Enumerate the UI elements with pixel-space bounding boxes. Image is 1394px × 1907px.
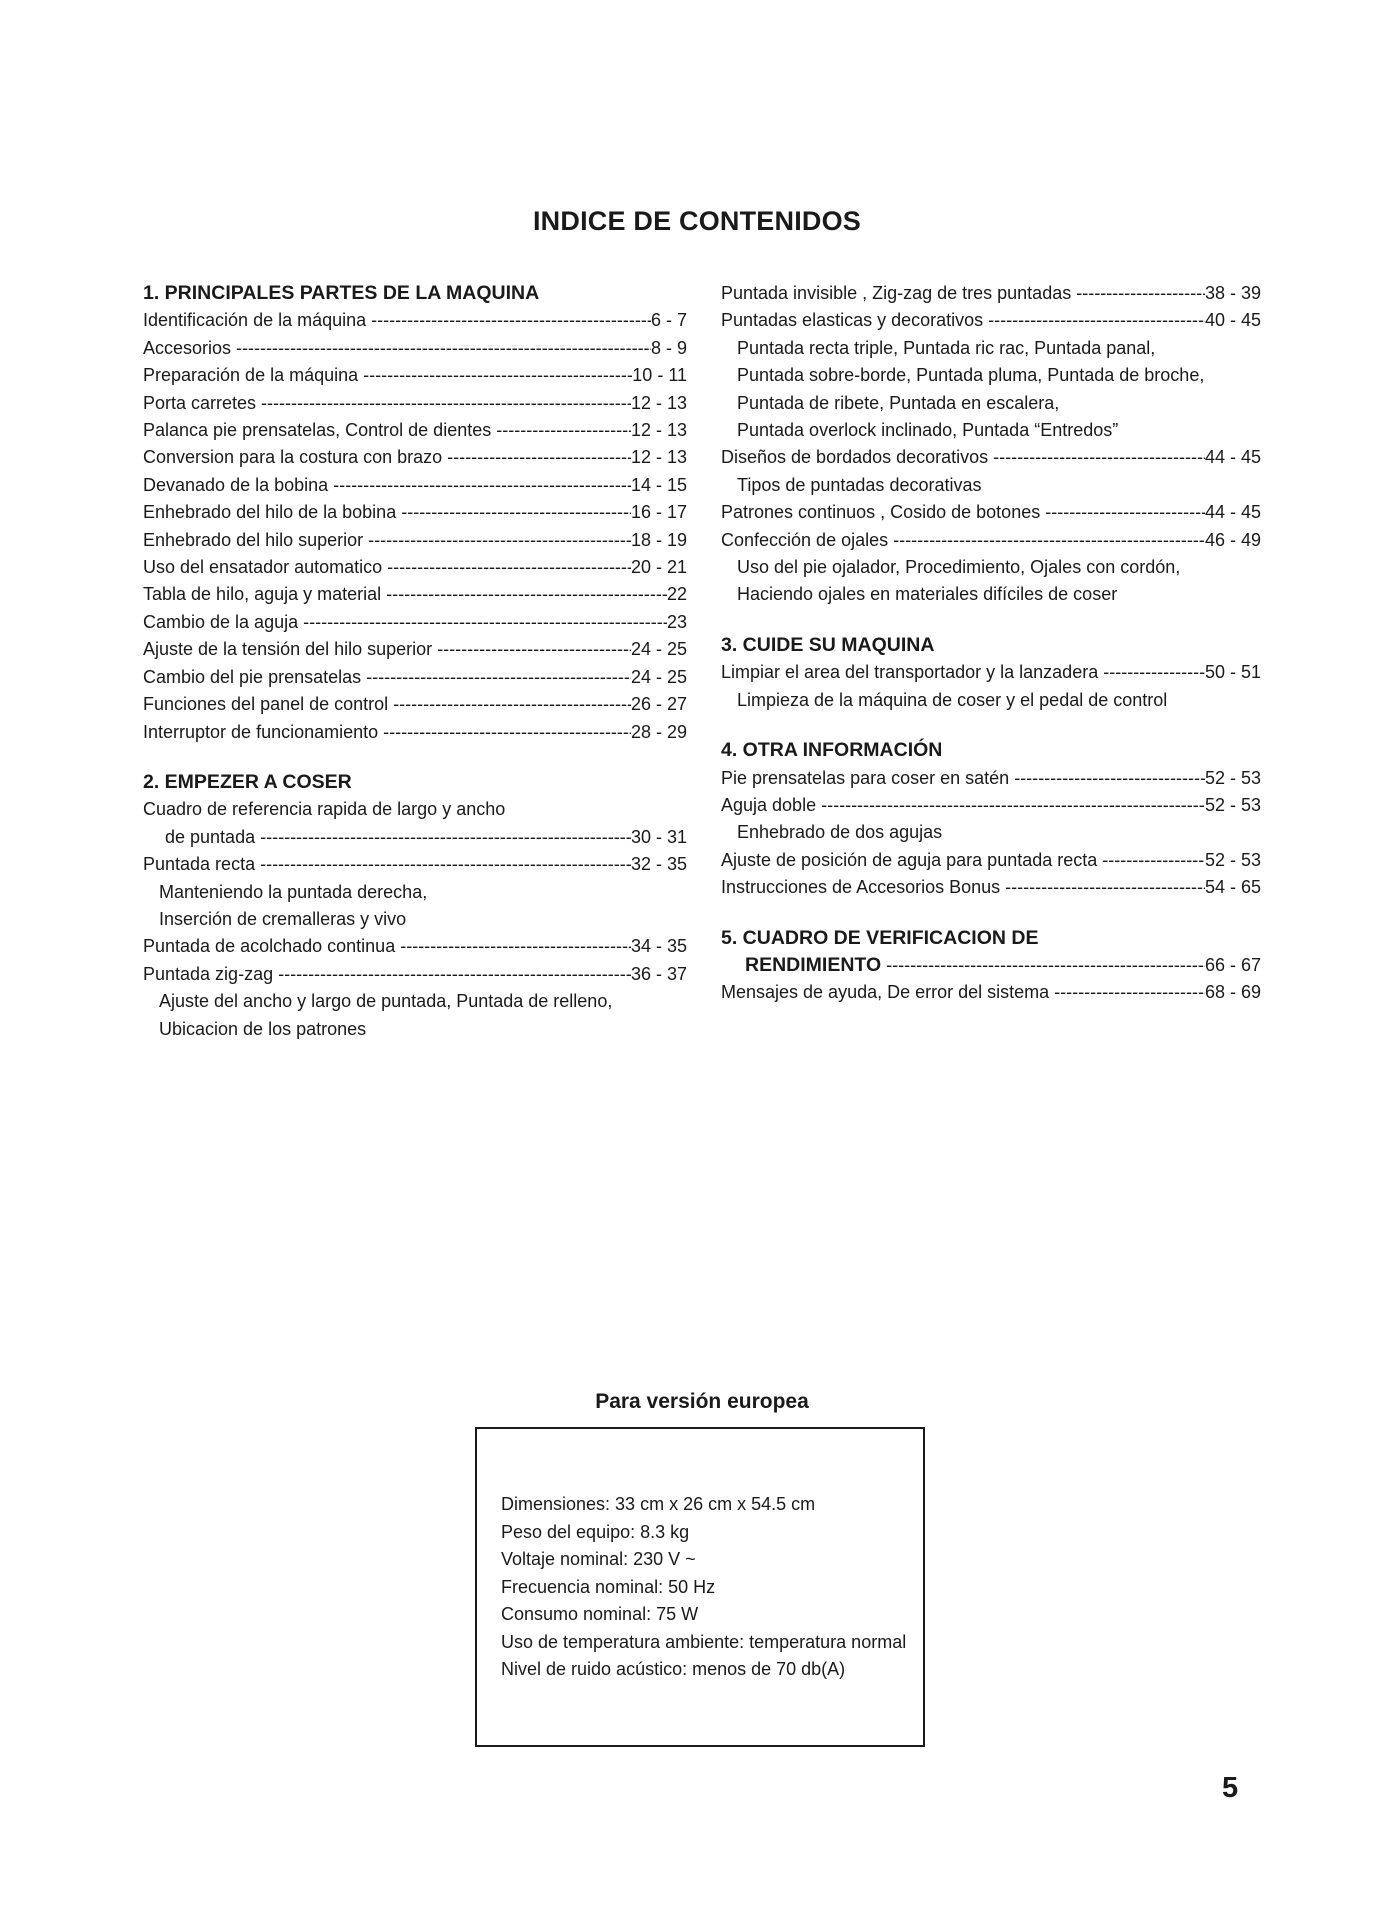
toc-entry <box>143 824 687 851</box>
dot-leader <box>231 335 651 362</box>
toc-entry <box>721 874 1261 901</box>
dot-leader <box>366 307 651 334</box>
dot-leader <box>1098 659 1205 686</box>
dot-leader <box>1071 280 1205 307</box>
toc-entry-pages: 23 <box>666 611 687 632</box>
euro-spec-line: Voltaje nominal: 230 V ~ <box>501 1549 696 1569</box>
section-heading: 3. CUIDE SU MAQUINA <box>721 633 935 656</box>
toc-entry-label: Puntadas elasticas y decorativos <box>721 310 984 331</box>
toc-subentry: Puntada de ribete, Puntada en escalera, <box>737 392 1060 413</box>
toc-entry <box>143 499 687 526</box>
toc-entry-label: Cambio de la aguja <box>143 611 299 632</box>
toc-subentry: Ajuste del ancho y largo de puntada, Puntada de relleno, <box>159 991 613 1012</box>
toc-entry-pages: 50 - 51 <box>1204 662 1261 683</box>
toc-entry-label: Accesorios <box>143 337 232 358</box>
dot-leader <box>256 390 631 417</box>
dot-leader <box>442 444 631 471</box>
dot-leader <box>358 362 632 389</box>
toc-subentry: Puntada recta triple, Puntada ric rac, Puntada panal, <box>737 337 1156 358</box>
toc-entry-pages: 14 - 15 <box>630 474 687 495</box>
toc-entry <box>143 307 687 334</box>
toc-subentry: Puntada sobre-borde, Puntada pluma, Puntada de broche, <box>737 365 1205 386</box>
dot-leader <box>396 499 631 526</box>
toc-entry-pages: 24 - 25 <box>630 666 687 687</box>
toc-entry-label: Porta carretes <box>143 392 257 413</box>
toc-subentry: Uso del pie ojalador, Procedimiento, Ojales con cordón, <box>737 557 1181 578</box>
toc-subentry: Puntada overlock inclinado, Puntada “Entredos” <box>737 420 1119 441</box>
euro-version-title: Para versión europea <box>595 1390 809 1413</box>
toc-entry-label: Diseños de bordados decorativos <box>721 447 989 468</box>
toc-entry <box>143 554 687 581</box>
dot-leader <box>491 417 631 444</box>
toc-entry <box>721 499 1261 526</box>
dot-leader <box>273 961 631 988</box>
toc-entry <box>143 933 687 960</box>
euro-spec-line: Nivel de ruido acústico: menos de 70 db(A) <box>501 1659 846 1679</box>
toc-entry-label: Identificación de la máquina <box>143 310 367 331</box>
toc-entry <box>143 472 687 499</box>
toc-subentry: Enhebrado de dos agujas <box>737 822 943 843</box>
dot-leader <box>255 851 631 878</box>
toc-entry-label: Enhebrado del hilo de la bobina <box>143 502 397 523</box>
toc-entry-pages: 52 - 53 <box>1204 767 1261 788</box>
toc-entry-pages: 22 <box>666 584 687 605</box>
toc-entry-pages: 26 - 27 <box>630 694 687 715</box>
toc-entry-pages: 36 - 37 <box>630 963 687 984</box>
toc-entry <box>721 444 1261 471</box>
toc-entry-label: Cuadro de referencia rapida de largo y ancho <box>143 799 506 820</box>
toc-entry-label: Puntada de acolchado continua <box>143 936 396 957</box>
toc-entry-label: Patrones continuos , Cosido de botones <box>721 502 1041 523</box>
dot-leader <box>381 581 667 608</box>
dot-leader <box>395 933 631 960</box>
toc-entry <box>143 444 687 471</box>
dot-leader <box>1097 847 1205 874</box>
dot-leader <box>988 444 1205 471</box>
toc-entry-label: Funciones del panel de control <box>143 694 389 715</box>
toc-entry <box>721 847 1261 874</box>
toc-entry-label: Confección de ojales <box>721 529 889 550</box>
toc-entry-pages: 12 - 13 <box>630 447 687 468</box>
toc-entry <box>721 280 1261 307</box>
toc-entry-label: Ajuste de la tensión del hilo superior <box>143 639 433 660</box>
dot-leader <box>816 792 1205 819</box>
toc-entry <box>143 362 687 389</box>
toc-right-column <box>721 280 1261 1007</box>
euro-spec-line: Consumo nominal: 75 W <box>501 1604 699 1624</box>
section-heading: 5. CUADRO DE VERIFICACION DE <box>721 926 1039 949</box>
toc-entry <box>143 581 687 608</box>
dot-leader <box>298 609 667 636</box>
toc-entry-pages: 38 - 39 <box>1204 283 1261 303</box>
page-number: 5 <box>1222 1772 1239 1804</box>
toc-entry <box>143 691 687 718</box>
dot-leader <box>378 719 631 746</box>
section1-entries <box>143 307 687 746</box>
euro-spec-line: Frecuencia nominal: 50 Hz <box>501 1576 716 1597</box>
toc-entry-label: Ajuste de posición de aguja para puntada recta <box>721 849 1098 870</box>
toc-entry-label: Limpiar el area del transportador y la lanzadera <box>721 662 1099 683</box>
toc-entry-pages: 8 - 9 <box>650 337 687 358</box>
toc-entry <box>721 307 1261 334</box>
toc-entry <box>721 765 1261 792</box>
toc-entry <box>143 664 687 691</box>
toc-entry-pages: 52 - 53 <box>1204 794 1261 815</box>
toc-entry-label: Palanca pie prensatelas, Control de dientes <box>143 420 492 441</box>
toc-entry-pages: 30 - 31 <box>630 826 687 847</box>
toc-entry-label: Tabla de hilo, aguja y material <box>143 584 382 605</box>
toc-entry-pages: 66 - 67 <box>1204 954 1261 975</box>
toc-entry <box>721 659 1261 686</box>
dot-leader <box>388 691 631 718</box>
toc-subentry: Inserción de cremalleras y vivo <box>159 908 407 929</box>
toc-entry-pages: 68 - 69 <box>1204 982 1261 1003</box>
toc-entry-label: Puntada zig-zag <box>143 963 274 984</box>
toc-entry-pages: 28 - 29 <box>630 721 687 742</box>
toc-entry-label: de puntada <box>165 826 256 847</box>
euro-spec-line: Uso de temperatura ambiente: temperatura normal <box>501 1631 907 1652</box>
toc-entry <box>143 527 687 554</box>
toc-entry-pages: 24 - 25 <box>630 639 687 660</box>
toc-entry-label: Interruptor de funcionamiento <box>143 721 379 742</box>
euro-spec-line: Peso del equipo: 8.3 kg <box>501 1521 690 1542</box>
toc-subentry: Tipos de puntadas decorativas <box>737 474 982 495</box>
dot-leader <box>363 527 631 554</box>
dot-leader <box>361 664 631 691</box>
dot-leader <box>255 824 631 851</box>
dot-leader <box>1040 499 1205 526</box>
toc-subentry: Limpieza de la máquina de coser y el pedal de control <box>737 689 1168 710</box>
euro-specs-list <box>501 1491 906 1684</box>
dot-leader <box>382 554 631 581</box>
toc-entry-label: Puntada recta <box>143 854 256 875</box>
toc-entry-pages: 34 - 35 <box>630 936 687 957</box>
toc-entry-label: Enhebrado del hilo superior <box>143 529 364 550</box>
toc-entry <box>143 719 687 746</box>
toc-entry <box>143 335 687 362</box>
toc-subentry: Manteniendo la puntada derecha, <box>159 881 428 902</box>
toc-entry-pages: 12 - 13 <box>630 392 687 413</box>
toc-subentry: Ubicacion de los patrones <box>159 1018 367 1039</box>
toc-entry <box>721 952 1261 979</box>
toc-entry-label: Devanado de la bobina <box>143 474 329 495</box>
section-heading: RENDIMIENTO <box>745 953 882 976</box>
dot-leader <box>888 527 1205 554</box>
euro-spec-line: Dimensiones: 33 cm x 26 cm x 54.5 cm <box>501 1494 816 1514</box>
toc-entry-pages: 10 - 11 <box>632 365 687 386</box>
toc-entry-pages: 44 - 45 <box>1204 447 1261 468</box>
toc-entry <box>721 979 1261 1006</box>
dot-leader <box>983 307 1205 334</box>
toc-entry-pages: 44 - 45 <box>1204 502 1261 523</box>
section-heading: 1. PRINCIPALES PARTES DE LA MAQUINA <box>143 282 540 304</box>
toc-entry-pages: 46 - 49 <box>1204 529 1261 550</box>
euro-specs-box <box>475 1427 925 1747</box>
dot-leader <box>328 472 631 499</box>
section-heading: 4. OTRA INFORMACIÓN <box>721 739 943 762</box>
toc-entry <box>143 851 687 878</box>
section-heading: 2. EMPEZER A COSER <box>143 770 352 793</box>
dot-leader <box>881 952 1205 979</box>
dot-leader <box>1009 765 1205 792</box>
toc-left-column <box>143 280 687 1043</box>
toc-entry-label: Conversion para la costura con brazo <box>143 447 443 468</box>
toc-entry-label: Uso del ensatador automatico <box>143 557 383 578</box>
toc-entry-label: Aguja doble <box>721 794 817 815</box>
toc-entry <box>143 609 687 636</box>
dot-leader <box>1049 979 1205 1006</box>
toc-entry-pages: 16 - 17 <box>630 502 687 523</box>
toc-entry <box>143 961 687 988</box>
toc-entry-pages: 6 - 7 <box>650 310 687 331</box>
toc-entry-pages: 52 - 53 <box>1204 849 1261 870</box>
toc-entry-pages: 32 - 35 <box>630 854 687 875</box>
toc-entry <box>143 390 687 417</box>
toc-entry-pages: 54 - 65 <box>1204 877 1261 898</box>
toc-entry-pages: 18 - 19 <box>630 529 687 550</box>
toc-entry <box>721 527 1261 554</box>
dot-leader <box>1000 874 1205 901</box>
toc-entry-label: Pie prensatelas para coser en satén <box>721 767 1010 788</box>
toc-subentry: Haciendo ojales en materiales difíciles de coser <box>737 584 1118 605</box>
toc-entry-label: Instrucciones de Accesorios Bonus <box>721 877 1001 898</box>
toc-entry <box>721 792 1261 819</box>
toc-entry-pages: 40 - 45 <box>1204 310 1261 331</box>
toc-entry <box>143 417 687 444</box>
toc-entry <box>143 636 687 663</box>
toc-entry-label: Cambio del pie prensatelas <box>143 666 362 687</box>
toc-entry-label: Mensajes de ayuda, De error del sistema <box>721 982 1050 1003</box>
toc-entry-pages: 20 - 21 <box>630 557 687 578</box>
dot-leader <box>432 636 631 663</box>
page-title: INDICE DE CONTENIDOS <box>532 206 862 236</box>
toc-entry-label: Puntada invisible , Zig-zag de tres puntadas <box>721 283 1072 303</box>
toc-entry-label: Preparación de la máquina <box>143 365 359 386</box>
toc-entry-pages: 12 - 13 <box>630 420 687 441</box>
